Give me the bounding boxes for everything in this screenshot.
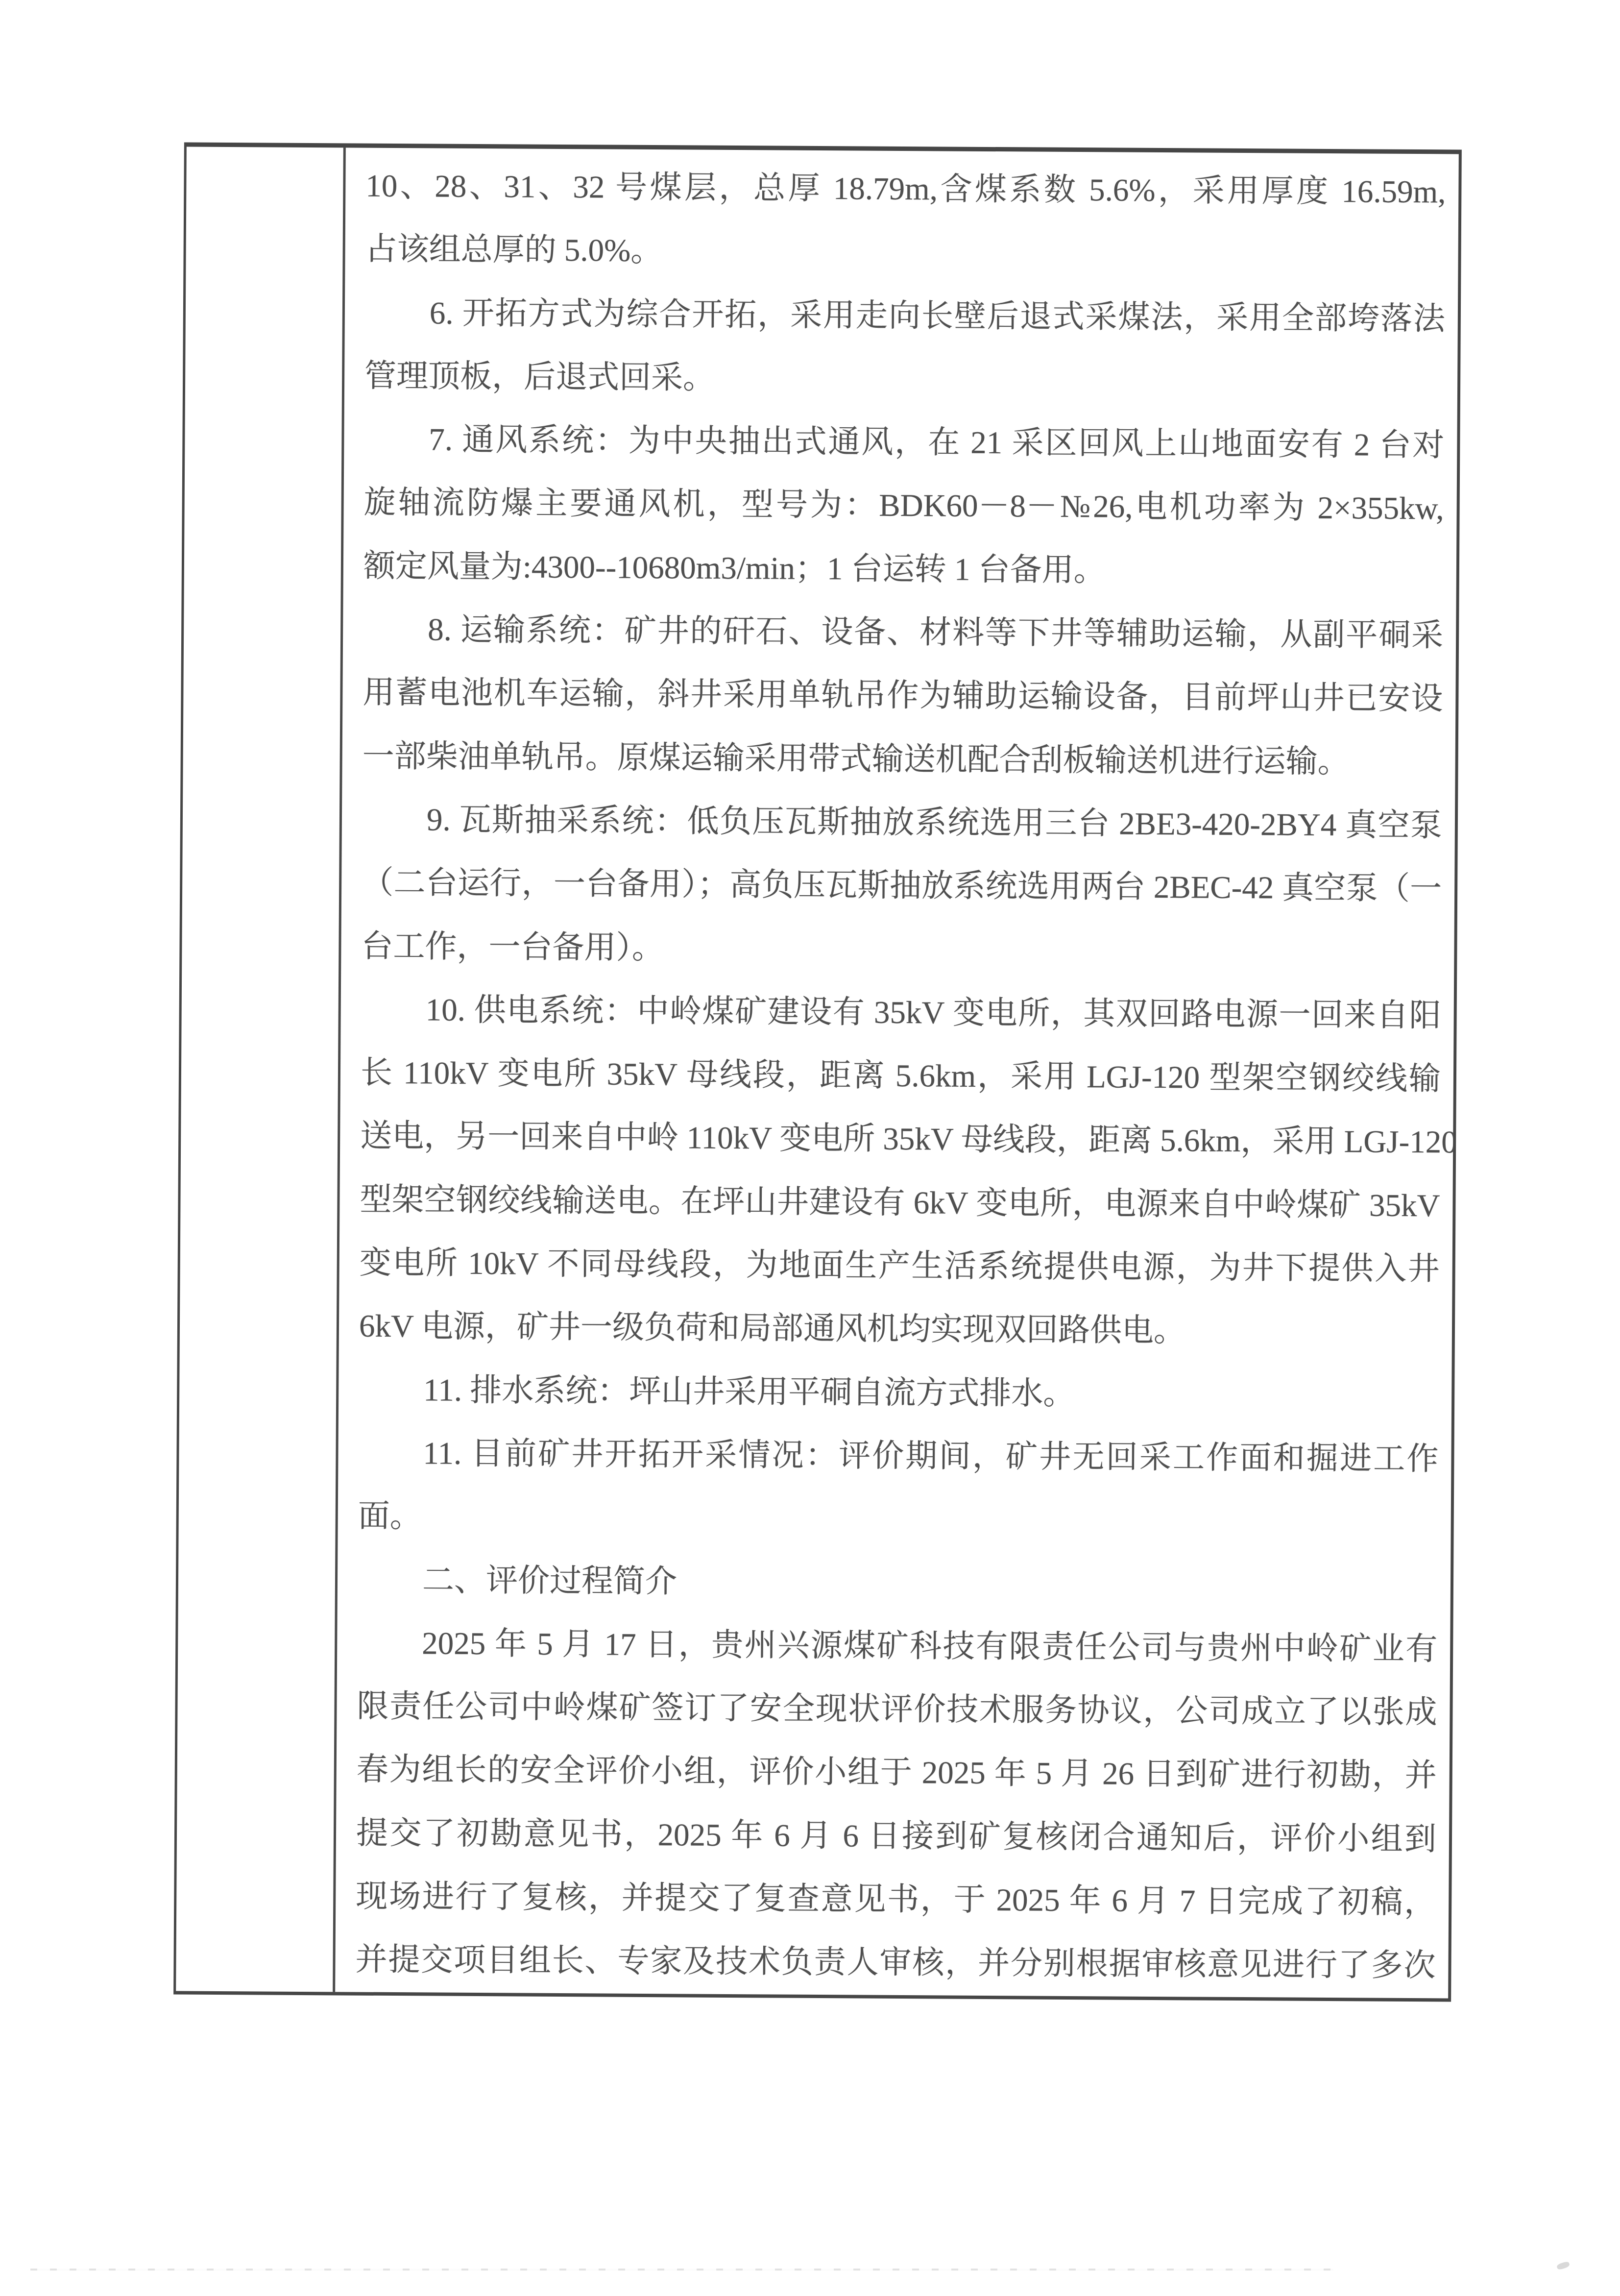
text-line: 长 110kV 变电所 35kV 母线段，距离 5.6km，采用 LGJ-120 型架空钢绞线输 <box>360 1055 1441 1097</box>
text-line: 2025 年 5 月 17 日，贵州兴源煤矿科技有限责任公司与贵州中岭矿业有 <box>422 1626 1438 1667</box>
text-line: 11. 排水系统：坪山井采用平硐自流方式排水。 <box>423 1372 1075 1412</box>
table-content-cell <box>338 147 1459 1998</box>
text-line: 用蓄电池机车运输，斜井采用单轨吊作为辅助运输设备，目前坪山井已安设 <box>363 675 1443 717</box>
text-line: 送电，另一回来自中岭 110kV 变电所 35kV 母线段，距离 5.6km，采用 LGJ-120 <box>360 1119 1457 1160</box>
section-heading: 二、评价过程简介 <box>422 1562 677 1599</box>
text-line: 8. 运输系统：矿井的矸石、设备、材料等下井等辅助运输，从副平硐采 <box>427 612 1444 654</box>
text-line: 9. 瓦斯抽采系统：低负压瓦斯抽放系统选用三台 2BE3-420-2BY4 真空泵 <box>426 802 1443 844</box>
text-line: 春为组长的安全评价小组，评价小组于 2025 年 5 月 26 日到矿进行初勘，并 <box>356 1752 1437 1794</box>
table-stub-cell <box>176 147 346 1992</box>
text-line: 提交了初勘意见书，2025 年 6 月 6 日接到矿复核闭合通知后，评价小组到 <box>356 1815 1437 1857</box>
text-line: 10、28、31、32 号煤层，总厚 18.79m,含煤系数 5.6%，采用厚度 16.59m, <box>365 168 1446 210</box>
text-line: 6kV 电源，矿井一级负荷和局部通风机均实现双回路供电。 <box>359 1308 1186 1349</box>
text-line: 变电所 10kV 不同母线段，为地面生产生活系统提供电源，为井下提供入井 <box>359 1245 1440 1287</box>
text-line: 额定风量为:4300--10680m3/min；1 台运转 1 台备用。 <box>363 548 1106 588</box>
text-line: 现场进行了复核，并提交了复查意见书，于 2025 年 6 月 7 日完成了初稿， <box>356 1879 1436 1921</box>
text-line: 11. 目前矿井开拓开采情况：评价期间，矿井无回采工作面和掘进工作 <box>423 1436 1439 1477</box>
scan-noise-strip <box>30 2269 1333 2271</box>
text-line: 限责任公司中岭煤矿签订了安全现状评价技术服务协议，公司成立了以张成 <box>357 1688 1437 1731</box>
text-line: 一部柴油单轨吊。原煤运输采用带式输送机配合刮板输送机进行运输。 <box>362 738 1350 780</box>
text-line: 型架空钢绞线输送电。在坪山井建设有 6kV 变电所，电源来自中岭煤矿 35kV <box>360 1182 1440 1224</box>
text-line: 旋轴流防爆主要通风机，型号为：BDK60－8－№26,电机功率为 2×355kw, <box>363 485 1444 527</box>
text-line: 10. 供电系统：中岭煤矿建设有 35kV 变电所，其双回路电源一回来自阳 <box>425 992 1441 1034</box>
text-line: 台工作，一台备用）。 <box>361 928 664 966</box>
document-table <box>173 143 1462 2002</box>
text-line: 面。 <box>358 1498 422 1535</box>
text-line: 管理顶板，后退式回采。 <box>364 358 715 396</box>
text-line: 6. 开拓方式为综合开拓，采用走向长壁后退式采煤法，采用全部垮落法 <box>429 295 1446 337</box>
text-line: 7. 通风系统：为中央抽出式通风，在 21 采区回风上山地面安有 2 台对 <box>429 422 1445 464</box>
text-line: 并提交项目组长、专家及技术负责人审核，并分别根据审核意见进行了多次 <box>355 1942 1436 1984</box>
text-line: 占该组总厚的 5.0%。 <box>365 231 663 269</box>
text-line: （二台运行，一台备用）；高负压瓦斯抽放系统选用两台 2BEC-42 真空泵（一 <box>362 865 1442 907</box>
